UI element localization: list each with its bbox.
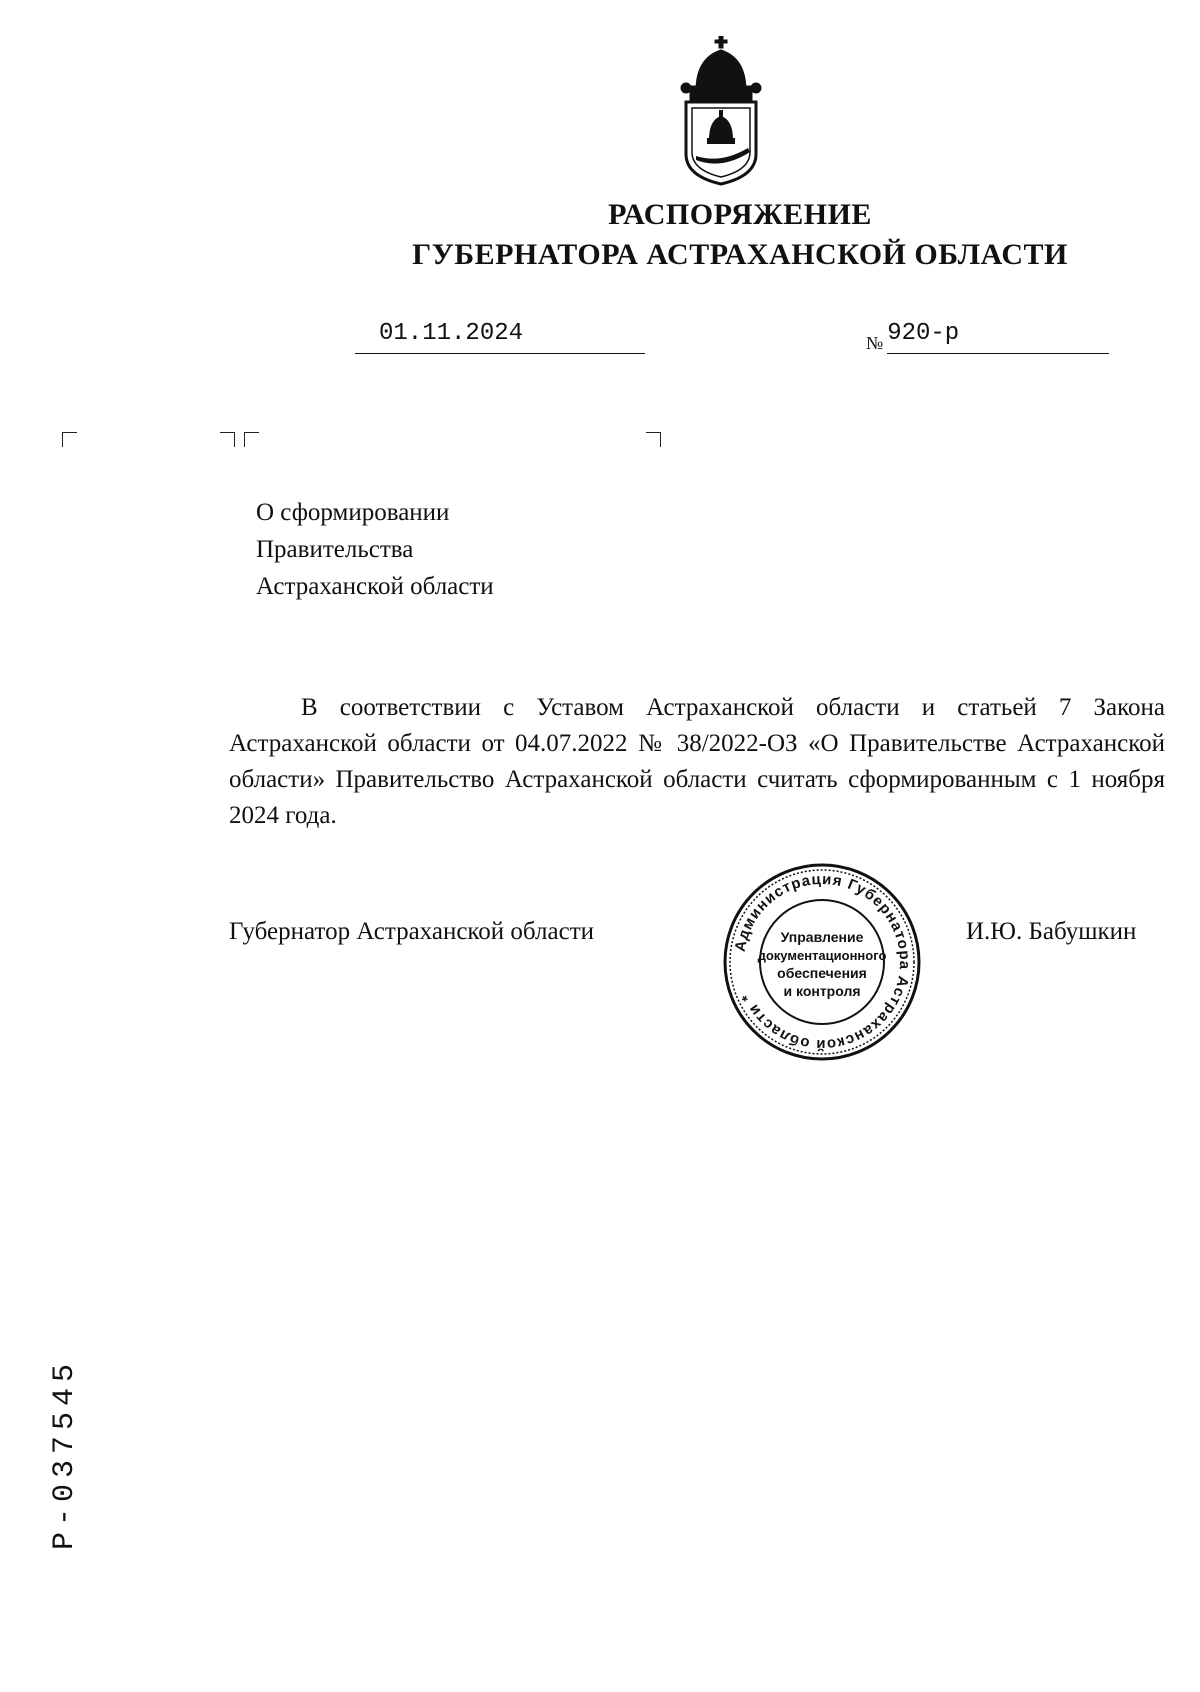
seal-center-line: документационного <box>757 948 887 963</box>
number-sign: № <box>866 333 884 353</box>
corner-mark <box>62 432 77 447</box>
subject-line: Правительства <box>256 536 414 563</box>
seal-center-line: обеспечения <box>777 965 867 981</box>
seal-ring-text: Администрация Губернатора Астраханской области * <box>731 870 914 1054</box>
corner-mark <box>646 432 661 447</box>
signatory-position: Губернатор Астраханской области <box>229 918 595 945</box>
seal-center-line: Управление <box>780 929 864 945</box>
official-seal <box>722 862 922 1062</box>
registration-code: Р-037545 <box>48 1357 82 1550</box>
document-number-field <box>866 320 1109 354</box>
document-subject <box>256 494 494 605</box>
subject-line: О сформировании <box>256 499 450 526</box>
coat-of-arms-icon <box>676 36 766 186</box>
issuer-title: ГУБЕРНАТОРА АСТРАХАНСКОЙ ОБЛАСТИ <box>412 238 1068 271</box>
document-type-title: РАСПОРЯЖЕНИЕ <box>608 198 872 231</box>
seal-center-line: и контроля <box>783 983 861 999</box>
signatory-name: И.Ю. Бабушкин <box>966 918 1137 945</box>
document-number: 920-р <box>887 320 1109 354</box>
body-paragraph: В соответствии с Уставом Астраханской области и статьей 7 Закона Астраханской области от 04.07.2022 № 38/2022-ОЗ «О Правительстве Астраханской области» Правительство Астраханской области считать сформированным с 1 ноября 2024 года. <box>229 694 1165 829</box>
corner-mark <box>244 432 259 447</box>
subject-line: Астраханской области <box>256 573 494 600</box>
document-date: 01.11.2024 <box>355 320 645 354</box>
corner-mark <box>220 432 235 447</box>
